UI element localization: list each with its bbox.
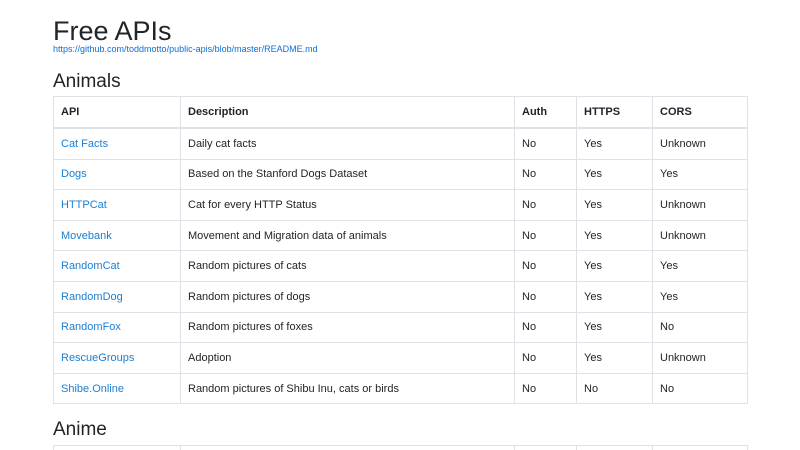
cell-https: Yes [577, 159, 653, 190]
header-api: API [54, 97, 181, 129]
cell-auth: No [515, 128, 577, 159]
cell-api [54, 220, 181, 251]
cell-https: Yes [577, 343, 653, 374]
cell-auth: No [515, 312, 577, 343]
api-link[interactable]: Dogs [61, 168, 87, 181]
cell-https: Yes [577, 251, 653, 282]
section-title-animals: Animals [53, 71, 121, 92]
cell-auth: No [515, 343, 577, 374]
cell-description: Based on the Stanford Dogs Dataset [181, 159, 515, 190]
api-link[interactable]: RandomDog [61, 290, 123, 303]
cell-cors: Unknown [653, 190, 748, 221]
header-https: HTTPS [577, 97, 653, 129]
source-link[interactable]: https://github.com/toddmotto/public-apis/blob/master/README.md [53, 44, 318, 54]
cell-description: Daily cat facts [181, 128, 515, 159]
table-row [54, 220, 748, 251]
api-link[interactable]: RandomFox [61, 321, 121, 334]
cell-https: Yes [577, 190, 653, 221]
cell-description: Adoption [181, 343, 515, 374]
cell-api [54, 343, 181, 374]
cell-cors: No [653, 373, 748, 404]
header-auth: Auth [515, 97, 577, 129]
page-title: Free APIs [53, 16, 172, 46]
table-row [54, 343, 748, 374]
header-cors [653, 446, 748, 450]
header-https [577, 446, 653, 450]
table-row [54, 312, 748, 343]
table-row [54, 281, 748, 312]
cell-cors: Unknown [653, 220, 748, 251]
table-row [54, 251, 748, 282]
cell-api [54, 190, 181, 221]
table-header-row [54, 97, 748, 129]
cell-cors: Yes [653, 281, 748, 312]
cell-auth: No [515, 190, 577, 221]
cell-https: Yes [577, 281, 653, 312]
cell-description: Movement and Migration data of animals [181, 220, 515, 251]
header-auth [515, 446, 577, 450]
cell-https: Yes [577, 312, 653, 343]
cell-description: Random pictures of Shibu Inu, cats or birds [181, 373, 515, 404]
anime-table [53, 445, 748, 450]
cell-auth: No [515, 220, 577, 251]
cell-auth: No [515, 373, 577, 404]
cell-auth: No [515, 159, 577, 190]
table-row [54, 159, 748, 190]
cell-api [54, 128, 181, 159]
section-title-anime: Anime [53, 419, 107, 440]
table-row [54, 373, 748, 404]
api-link[interactable]: RandomCat [61, 260, 120, 273]
cell-api [54, 312, 181, 343]
cell-description: Random pictures of cats [181, 251, 515, 282]
cell-description: Random pictures of dogs [181, 281, 515, 312]
api-link[interactable]: Shibe.Online [61, 382, 124, 395]
cell-api [54, 251, 181, 282]
cell-cors: Unknown [653, 343, 748, 374]
table-row [54, 190, 748, 221]
header-api [54, 446, 181, 450]
cell-cors: Unknown [653, 128, 748, 159]
cell-auth: No [515, 281, 577, 312]
header-description [181, 446, 515, 450]
api-link[interactable]: HTTPCat [61, 198, 107, 211]
cell-auth: No [515, 251, 577, 282]
cell-description: Random pictures of foxes [181, 312, 515, 343]
cell-https: No [577, 373, 653, 404]
header-cors: CORS [653, 97, 748, 129]
cell-description: Cat for every HTTP Status [181, 190, 515, 221]
animals-table [53, 96, 748, 404]
api-link[interactable]: Cat Facts [61, 137, 109, 150]
cell-https: Yes [577, 220, 653, 251]
table-header-row [54, 446, 748, 450]
cell-api [54, 373, 181, 404]
api-link[interactable]: RescueGroups [61, 351, 135, 364]
api-link[interactable]: Movebank [61, 229, 112, 242]
cell-cors: Yes [653, 251, 748, 282]
cell-cors: Yes [653, 159, 748, 190]
table-row [54, 128, 748, 159]
cell-api [54, 281, 181, 312]
cell-https: Yes [577, 128, 653, 159]
header-description: Description [181, 97, 515, 129]
cell-cors: No [653, 312, 748, 343]
cell-api [54, 159, 181, 190]
